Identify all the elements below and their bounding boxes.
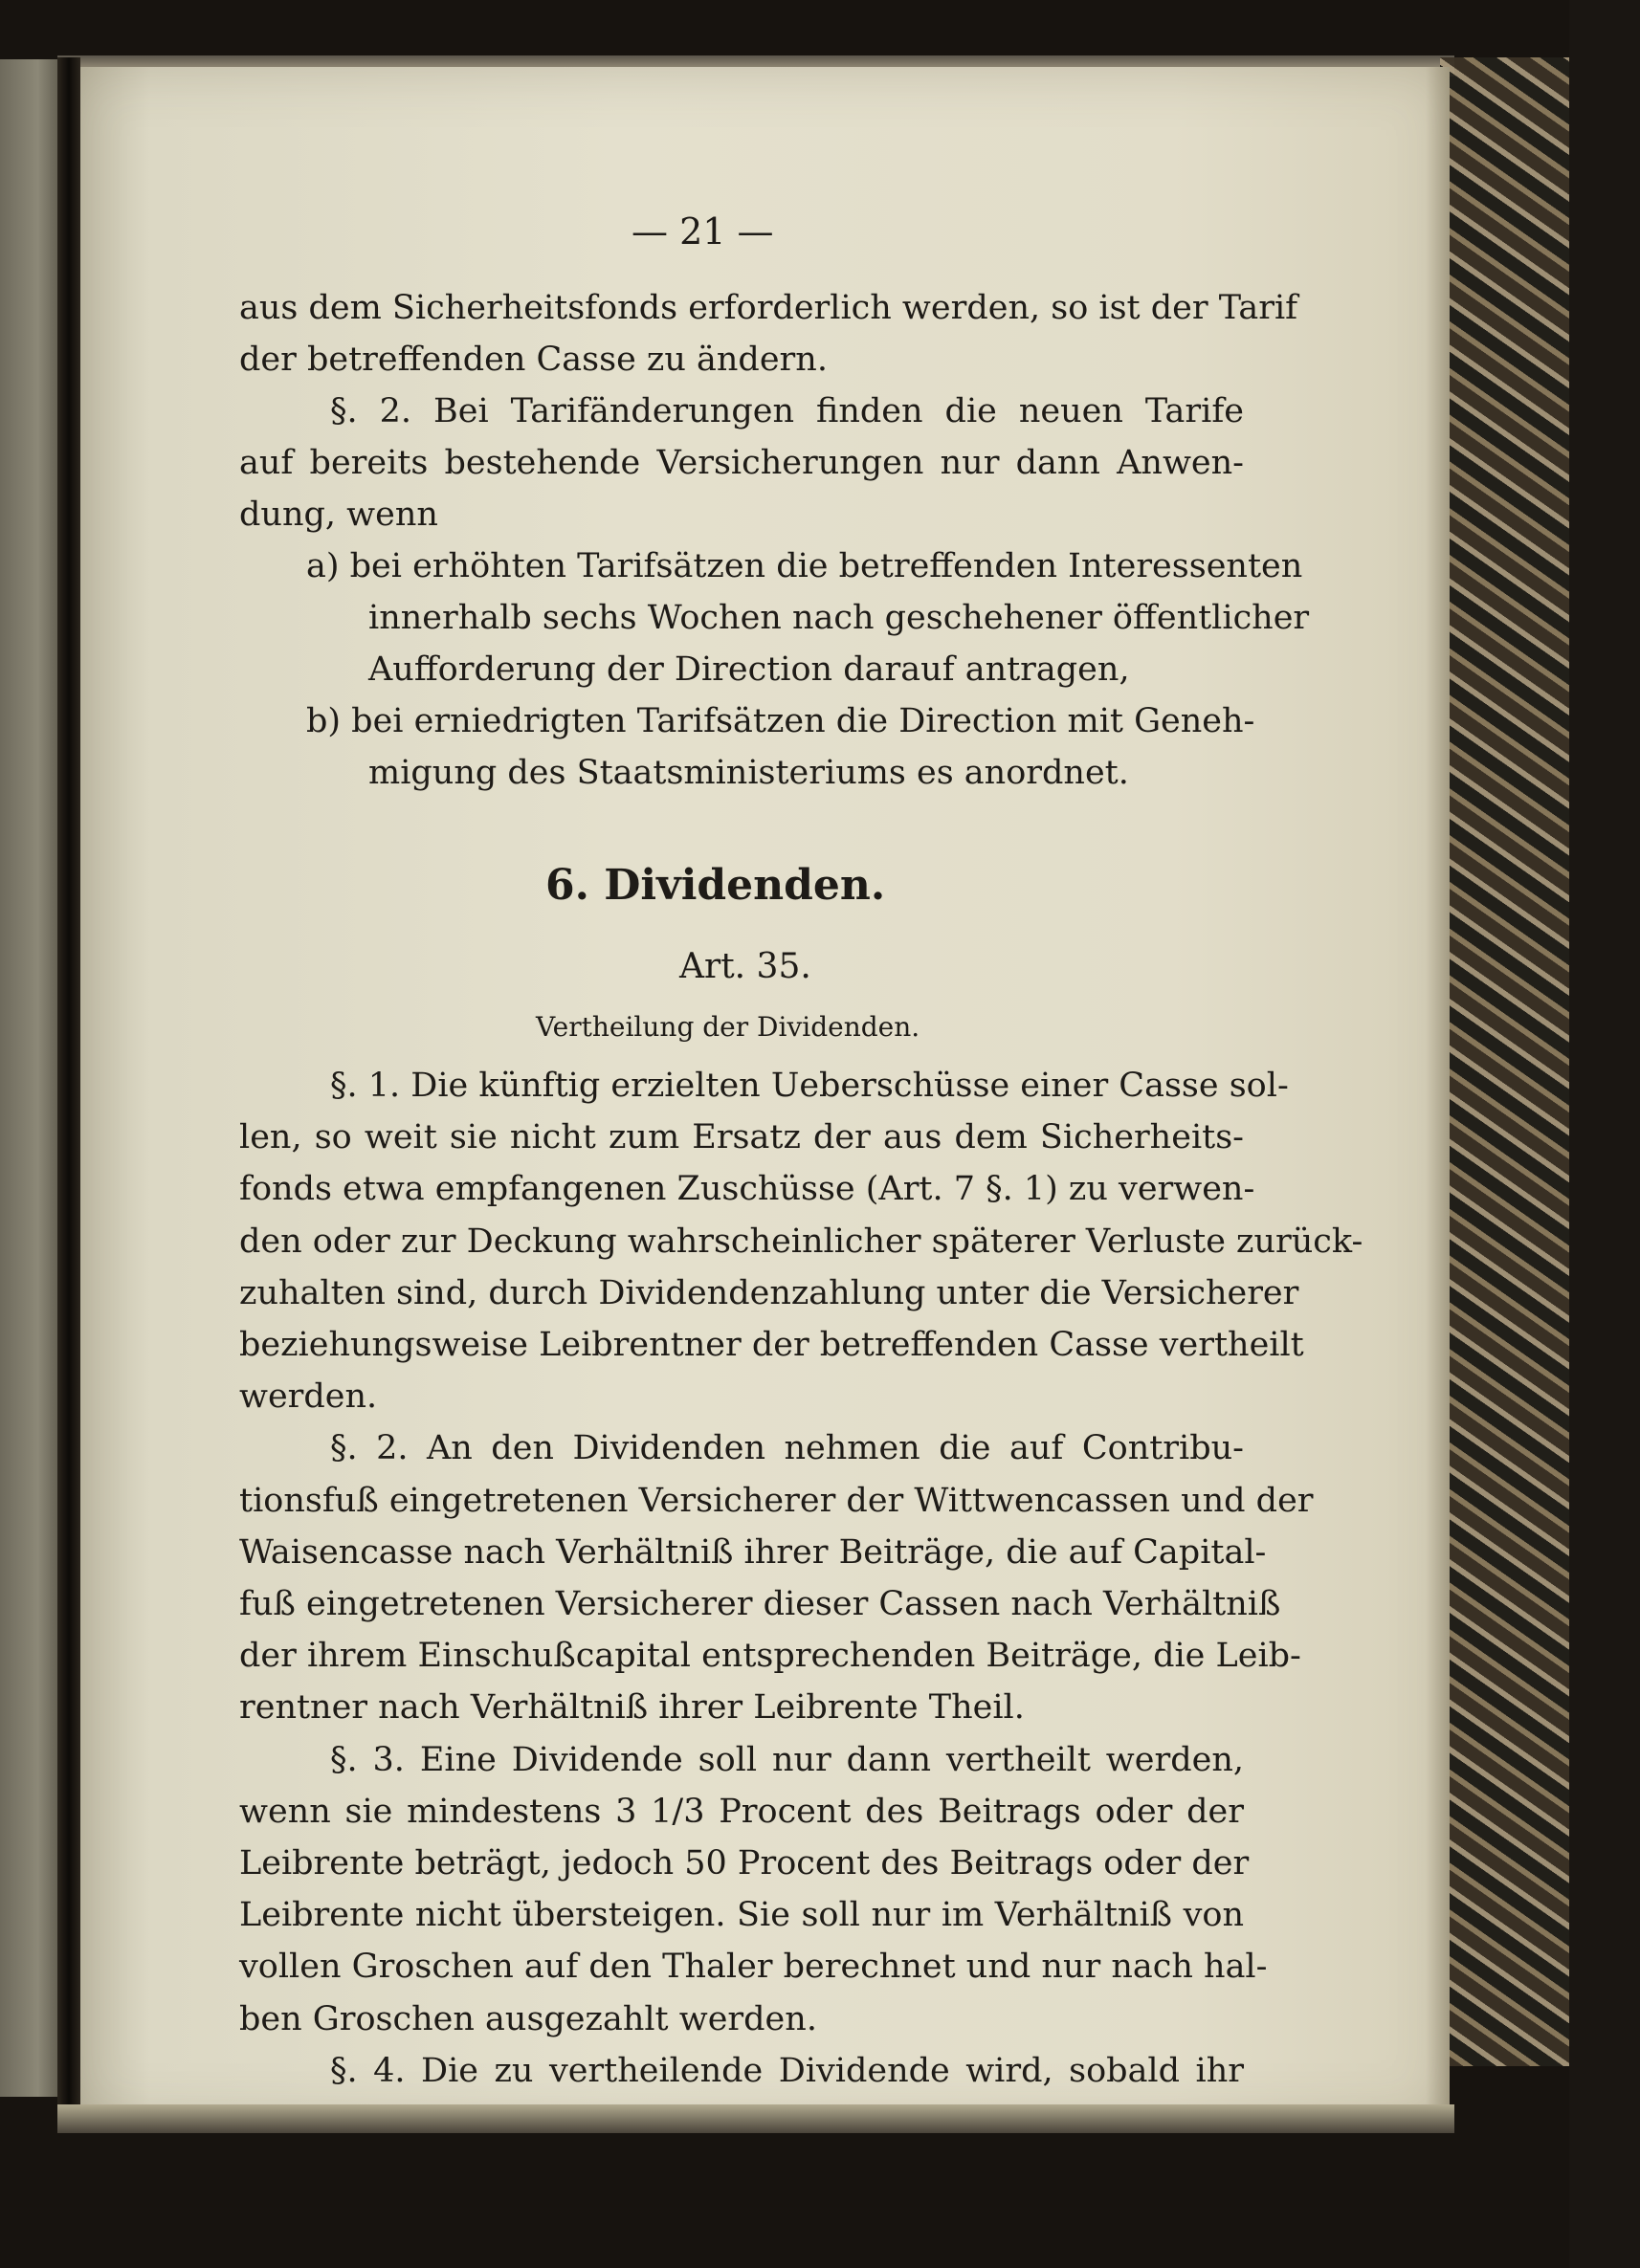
text-line: fuß eingetretenen Versicherer dieser Cassen nach Verhältniß (239, 1585, 1281, 1623)
article-subtitle: Vertheilung der Dividenden. (536, 1011, 920, 1043)
text-line: beziehungsweise Leibrentner der betreffenden Casse vertheilt (239, 1326, 1304, 1364)
text-line: a) bei erhöhten Tarifsätzen die betreffenden Interessenten (306, 547, 1303, 585)
text-line: §. 4. Die zu vertheilende Dividende wird, sobald ihr (330, 2051, 1244, 2090)
text-line: §. 1. Die künftig erzielten Ueberschüsse einer Casse sol- (330, 1067, 1289, 1105)
text-line: ben Groschen ausgezahlt werden. (239, 1999, 817, 2038)
text-line: zuhalten sind, durch Dividendenzahlung unter die Versicherer (239, 1273, 1299, 1312)
text-line: Waisencasse nach Verhältniß ihrer Beiträge, die auf Capital- (239, 1532, 1267, 1572)
text-line: vollen Groschen auf den Thaler berechnet und nur nach hal- (239, 1948, 1268, 1987)
page-bottom-edge (57, 2104, 1454, 2133)
text-line: §. 2. An den Dividenden nehmen die auf Contribu- (330, 1429, 1244, 1468)
marbled-cover-edge (1440, 57, 1584, 2066)
article-title: Art. 35. (679, 947, 811, 986)
text-line: den oder zur Deckung wahrscheinlicher späterer Verluste zurück- (239, 1222, 1363, 1261)
text-line: Leibrente nicht übersteigen. Sie soll nur im Verhältniß von (239, 1896, 1244, 1935)
text-line: innerhalb sechs Wochen nach geschehener öffentlicher (368, 599, 1310, 637)
section-heading: 6. Dividenden. (545, 861, 886, 910)
text-line: der betreffenden Casse zu ändern. (239, 341, 828, 379)
text-line: b) bei erniedrigten Tarifsätzen die Direction mit Geneh- (306, 702, 1255, 740)
spine-gutter (57, 57, 80, 2114)
page-number: — 21 — (632, 210, 774, 253)
text-line: der ihrem Einschußcapital entsprechenden Beiträge, die Leib- (239, 1637, 1301, 1676)
text-line: werden. (239, 1377, 378, 1417)
page-right-shadow (1426, 67, 1450, 2124)
text-line: wenn sie mindestens 3 1/3 Procent des Beitrags oder der (239, 1792, 1244, 1831)
text-line: Leibrente beträgt, jedoch 50 Procent des Beitrags oder der (239, 1844, 1250, 1883)
left-page-edge (0, 59, 63, 2097)
text-line: tionsfuß eingetretenen Versicherer der Wittwencassen und der (239, 1481, 1314, 1520)
cover-shadow (1569, 0, 1640, 2268)
text-line: fonds etwa empfangenen Zuschüsse (Art. 7 §. 1) zu verwen- (239, 1170, 1255, 1209)
text-line: rentner nach Verhältniß ihrer Leibrente Theil. (239, 1688, 1025, 1728)
text-line: dung, wenn (239, 495, 438, 534)
text-line: aus dem Sicherheitsfonds erforderlich werden, so ist der Tarif (239, 289, 1298, 327)
text-line: Aufforderung der Direction darauf antragen, (368, 650, 1130, 689)
text-line: §. 3. Eine Dividende soll nur dann vertheilt werden, (330, 1740, 1244, 1779)
text-line: §. 2. Bei Tarifänderungen finden die neuen Tarife (330, 392, 1244, 430)
text-line: migung des Staatsministeriums es anordnet. (368, 754, 1129, 792)
text-line: auf bereits bestehende Versicherungen nur dann Anwen- (239, 444, 1244, 482)
text-line: len, so weit sie nicht zum Ersatz der aus dem Sicherheits- (239, 1118, 1244, 1157)
